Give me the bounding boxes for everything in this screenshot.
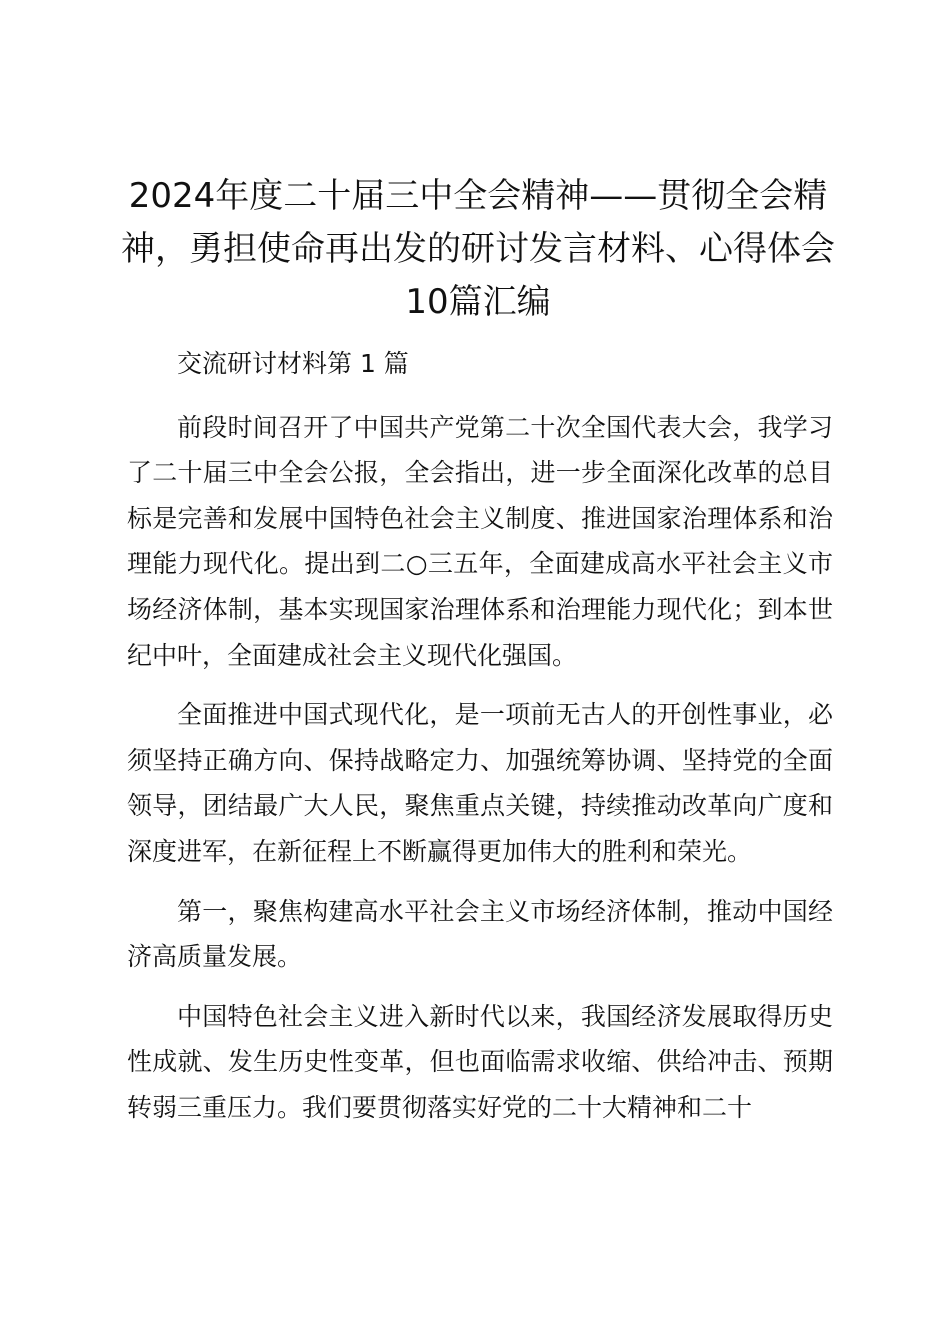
document-title: 2024年度二十届三中全会精神——贯彻全会精神，勇担使命再出发的研讨发言材料、心得体会10篇汇编 (121, 176, 835, 322)
paragraph-4: 中国特色社会主义进入新时代以来，我国经济发展取得历史性成就、发生历史性变革，但也面临需求收缩、供给冲击、预期转弱三重压力。我们要贯彻落实好党的二十大精神和二十 (127, 1001, 833, 1122)
paragraph-1: 前段时间召开了中国共产党第二十次全国代表大会，我学习了二十届三中全会公报，全会指出，进一步全面深化改革的总目标是完善和发展中国特色社会主义制度、推进国家治理体系和治理能力现代化。提出到二○三五年，全面建成高水平社会主义市场经济体制，基本实现国家治理体系和治理能力现代化；到本世纪中叶，全面建成社会主义现代化强国。 (127, 412, 833, 670)
paragraph-2: 全面推进中国式现代化，是一项前无古人的开创性事业，必须坚持正确方向、保持战略定力、加强统筹协调、坚持党的全面领导，团结最广大人民，聚焦重点关键，持续推动改革向广度和深度进军，在新征程上不断赢得更加伟大的胜利和荣光。 (127, 700, 833, 866)
section-label: 交流研讨材料第 1 篇 (177, 349, 409, 378)
paragraph-3: 第一，聚焦构建高水平社会主义市场经济体制，推动中国经济高质量发展。 (127, 896, 833, 972)
document-body (127, 341, 833, 1145)
